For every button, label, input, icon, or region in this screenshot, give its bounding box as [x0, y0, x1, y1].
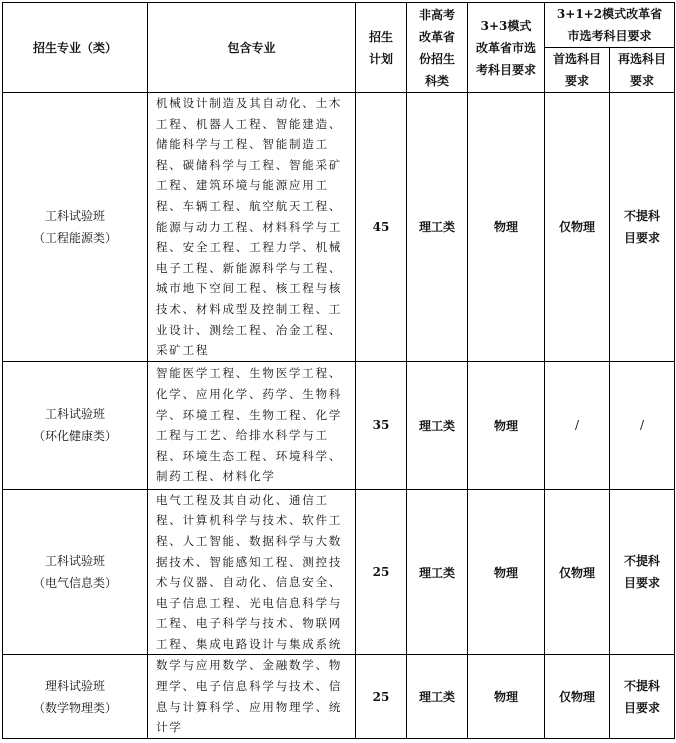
first-choice-cell: 仅物理: [545, 489, 610, 655]
header-reform33: 3+3模式改革省市选考科目要求: [468, 3, 545, 93]
majors-cell: 机械设计制造及其自动化、土木工程、机器人工程、智能建造、储能科学与工程、智能制造工程、碳储科学与工程、智能采矿工程、建筑环境与能源应用工程、车辆工程、航空航天工程、能源与动力工程、材料科学与工程、安全工程、工程力学、机械电子工程、新能源科学与工程、城市地下空间工程、核工程与核技术、材料成型及控制工程、工业设计、测绘工程、冶金工程、采矿工程: [148, 93, 356, 362]
header-reform312: 3+1+2模式改革省市选考科目要求: [545, 3, 675, 48]
group-cell: 工科试验班 （电气信息类）: [3, 489, 148, 655]
reform33-cell: 物理: [468, 361, 545, 489]
header-group: 招生专业（类）: [3, 3, 148, 93]
first-choice-cell: 仅物理: [545, 93, 610, 362]
header-plan: 招生计划: [356, 3, 407, 93]
group-cell: 工科试验班 （环化健康类）: [3, 361, 148, 489]
majors-cell: 数学与应用数学、金融数学、物理学、电子信息科学与技术、信息与计算科学、应用物理学、统计学: [148, 655, 356, 738]
header-majors: 包含专业: [148, 3, 356, 93]
plan-cell: 45: [356, 93, 407, 362]
majors-cell: 智能医学工程、生物医学工程、化学、应用化学、药学、生物科学、环境工程、生物工程、化学工程与工艺、给排水科学与工程、环境生态工程、环境科学、制药工程、材料化学: [148, 361, 356, 489]
first-choice-cell: /: [545, 361, 610, 489]
second-choice-cell: /: [610, 361, 675, 489]
second-choice-cell: 不提科目要求: [610, 489, 675, 655]
second-choice-cell: 不提科目要求: [610, 655, 675, 738]
plan-cell: 25: [356, 655, 407, 738]
group-cell: 理科试验班 （数学物理类）: [3, 655, 148, 738]
plan-cell: 35: [356, 361, 407, 489]
second-choice-cell: 不提科目要求: [610, 93, 675, 362]
table-row: [3, 361, 675, 489]
plan-cell: 25: [356, 489, 407, 655]
first-choice-cell: 仅物理: [545, 655, 610, 738]
table-row: [3, 93, 675, 362]
non-reform-cell: 理工类: [407, 489, 468, 655]
admission-table: [2, 2, 675, 739]
group-cell: 工科试验班 （工程能源类）: [3, 93, 148, 362]
reform33-cell: 物理: [468, 93, 545, 362]
non-reform-cell: 理工类: [407, 361, 468, 489]
non-reform-cell: 理工类: [407, 93, 468, 362]
non-reform-cell: 理工类: [407, 655, 468, 738]
reform33-cell: 物理: [468, 489, 545, 655]
table-row: [3, 489, 675, 655]
header-non-reform: 非高考改革省份招生科类: [407, 3, 468, 93]
header-second-choice: 再选科目要求: [610, 48, 675, 93]
majors-cell: 电气工程及其自动化、通信工程、计算机科学与技术、软件工程、人工智能、数据科学与大数据技术、智能感知工程、测控技术与仪器、自动化、信息安全、电子信息工程、光电信息科学与工程、电子科学与技术、物联网工程、集成电路设计与集成系统: [148, 489, 356, 655]
table-row: [3, 655, 675, 738]
header-first-choice: 首选科目要求: [545, 48, 610, 93]
reform33-cell: 物理: [468, 655, 545, 738]
